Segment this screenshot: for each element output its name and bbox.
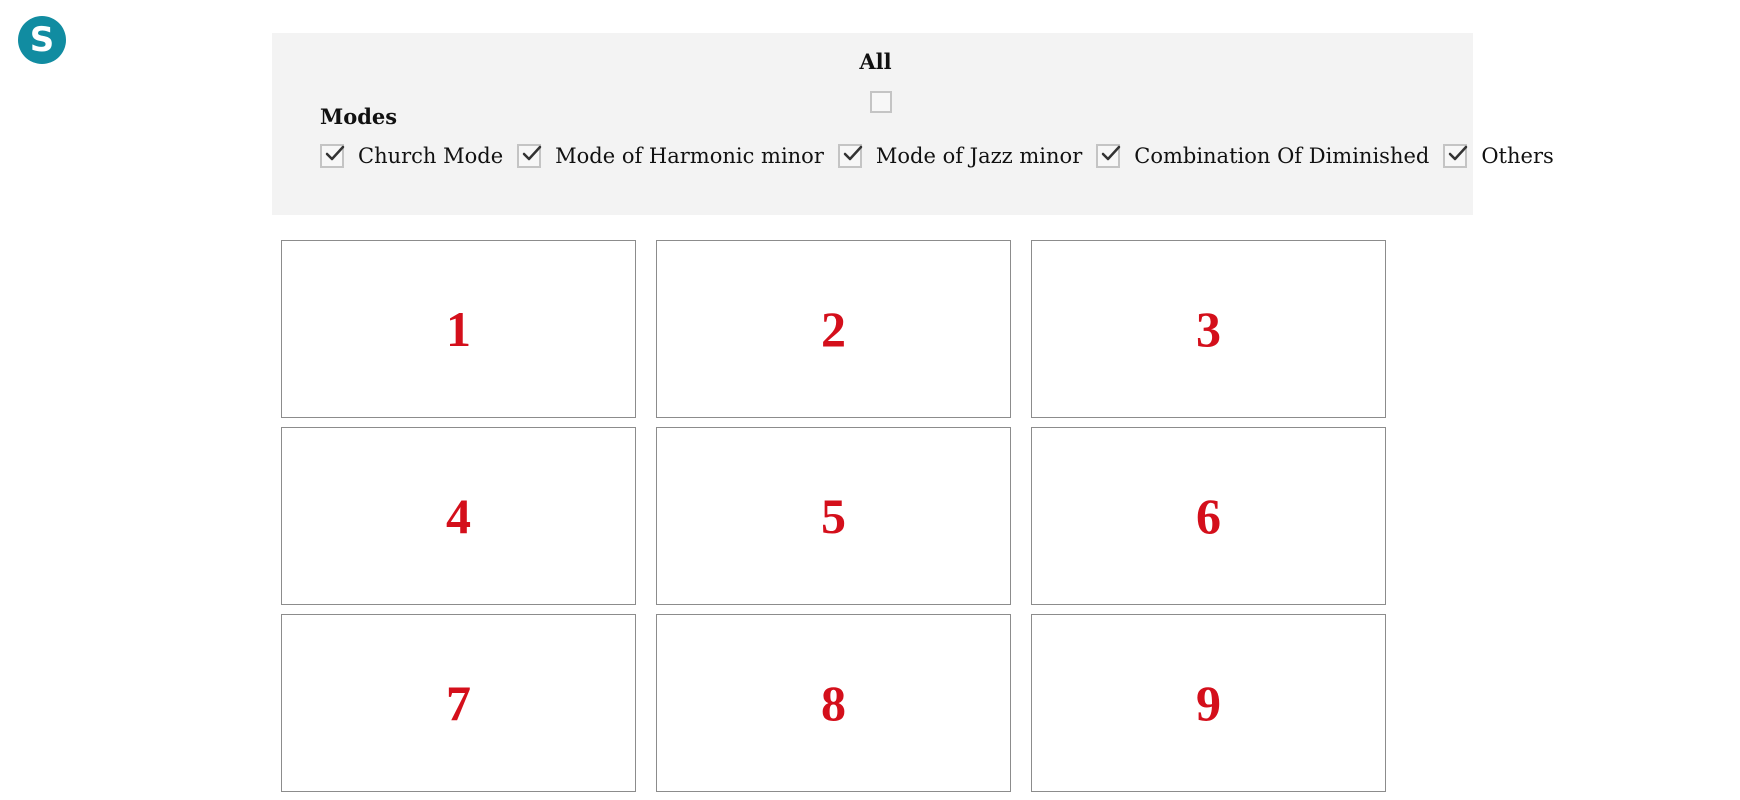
harmonic-minor-checkbox[interactable] [517,144,541,168]
checkmark-icon [1447,143,1469,165]
option-church-mode[interactable] [320,144,503,168]
church-mode-label: Church Mode [358,144,504,168]
cell-number: 7 [446,675,471,731]
mode-options [320,144,1554,168]
cell-number: 4 [446,488,471,544]
grid-cell-5[interactable] [656,427,1011,605]
filter-panel [272,33,1554,215]
grid-cell-8[interactable] [656,614,1011,792]
cell-number: 9 [1196,675,1221,731]
jazz-minor-label: Mode of Jazz minor [875,144,1083,168]
grid-cell-3[interactable] [1031,240,1386,418]
cell-number: 1 [446,301,471,357]
site-logo[interactable] [18,16,66,64]
checkmark-icon [521,143,543,165]
cell-number: 6 [1196,488,1221,544]
modes-label: Modes [320,104,398,129]
logo-letter: S [29,20,55,60]
combination-of-diminished-label: Combination Of Diminished [1134,144,1430,168]
grid-cell-6[interactable] [1031,427,1386,605]
grid-cell-7[interactable] [281,614,636,792]
option-combination-of-diminished[interactable] [1096,144,1429,168]
harmonic-minor-label: Mode of Harmonic minor [555,144,824,168]
option-jazz-minor[interactable] [838,144,1082,168]
others-label: Others [1481,144,1554,168]
number-grid [281,240,1386,792]
option-others[interactable] [1443,144,1553,168]
all-checkbox[interactable] [870,91,892,113]
grid-cell-4[interactable] [281,427,636,605]
cell-number: 8 [821,675,846,731]
grid-cell-2[interactable] [656,240,1011,418]
jazz-minor-checkbox[interactable] [838,144,862,168]
others-checkbox[interactable] [1443,144,1467,168]
grid-cell-9[interactable] [1031,614,1386,792]
combination-of-diminished-checkbox[interactable] [1096,144,1120,168]
grid-cell-1[interactable] [281,240,636,418]
cell-number: 2 [821,301,846,357]
church-mode-checkbox[interactable] [320,144,344,168]
option-harmonic-minor[interactable] [517,144,824,168]
cell-number: 3 [1196,301,1221,357]
all-label: All [859,49,892,74]
cell-number: 5 [821,488,846,544]
checkmark-icon [842,143,864,165]
checkmark-icon [324,143,346,165]
checkmark-icon [1100,143,1122,165]
